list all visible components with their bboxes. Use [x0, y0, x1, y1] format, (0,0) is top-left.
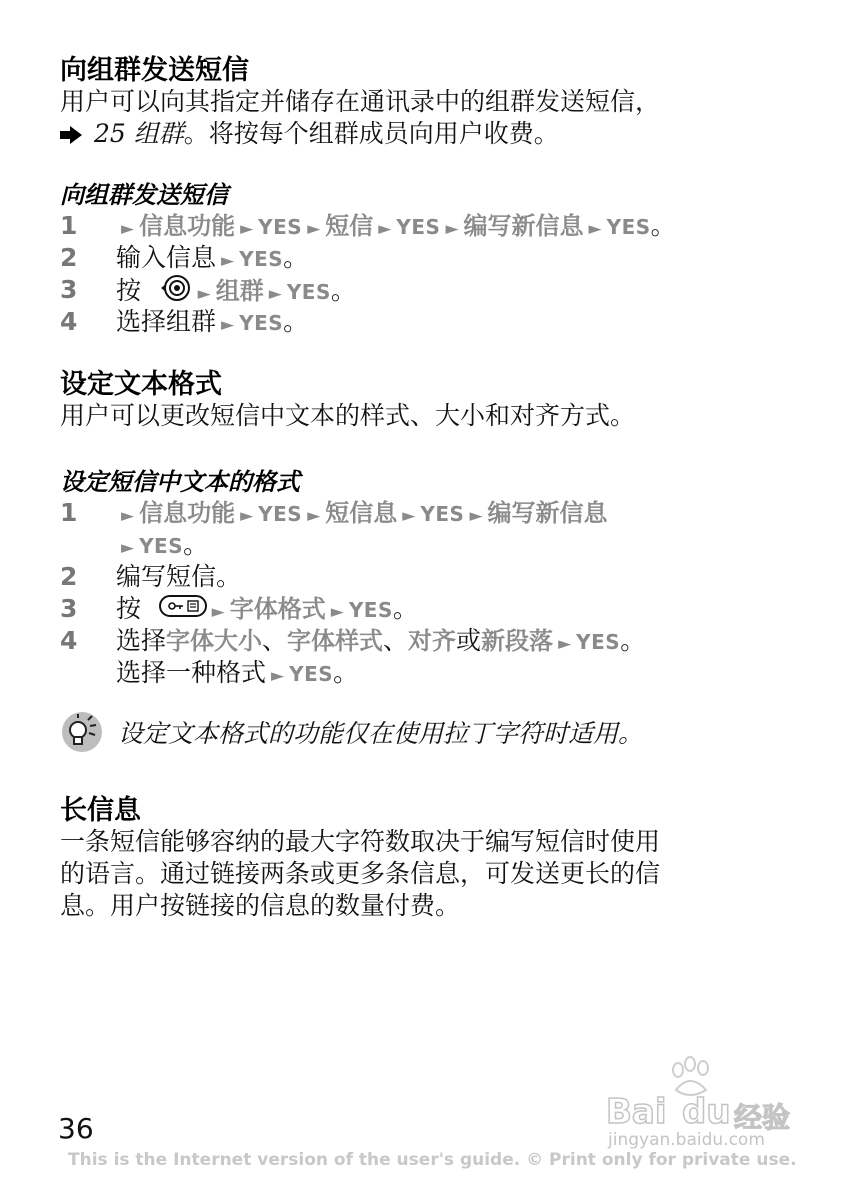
menu-path-item: 字体格式: [229, 595, 326, 623]
step-number: 3: [60, 275, 78, 304]
option-name: 对齐: [408, 627, 457, 655]
nav-arrow-icon: ►: [121, 219, 135, 239]
yes-key-label: YES: [420, 502, 465, 526]
nav-arrow-icon: ►: [445, 219, 459, 239]
menu-path-item: 编写新信息: [487, 499, 608, 527]
section-title: 设定文本格式: [60, 369, 222, 400]
yes-key-label: YES: [258, 502, 303, 526]
yes-key-label: YES: [289, 662, 334, 686]
step-item: [60, 274, 356, 306]
paragraph-line: 的语言。通过链接两条或更多条信息，可发送更长的信: [60, 859, 661, 888]
menu-path-item: 短信息: [325, 499, 398, 527]
nav-arrow-icon: ►: [307, 506, 321, 526]
nav-arrow-icon: ►: [378, 219, 392, 239]
nav-arrow-icon: ►: [240, 506, 254, 526]
nav-arrow-icon: ►: [588, 219, 602, 239]
nav-arrow-icon: ►: [469, 506, 483, 526]
yes-key-label: YES: [606, 215, 651, 239]
step-end: 。: [333, 658, 359, 687]
step-item: [60, 625, 646, 657]
step-number: 4: [60, 626, 78, 655]
menu-path-item: 短信: [325, 212, 374, 240]
step-number: 1: [60, 498, 78, 527]
section-title: 向组群发送短信: [60, 55, 249, 86]
option-name: 字体大小: [166, 627, 263, 655]
section-paragraph: 用户可以更改短信中文本的样式、大小和对齐方式。: [60, 401, 636, 430]
paragraph-line: 。将按每个组群成员向用户收费。: [183, 119, 559, 148]
cross-ref-page[interactable]: 25: [94, 119, 126, 148]
step-text: 选择一种格式: [116, 658, 267, 687]
nav-arrow-icon: ►: [330, 602, 344, 622]
section-long-messages: [60, 796, 790, 922]
nav-arrow-icon: ►: [271, 666, 285, 686]
options-key-icon: [159, 594, 207, 626]
cross-ref-title[interactable]: 组群: [133, 119, 184, 148]
watermark-brand-du: du: [682, 1092, 731, 1132]
steps-group-sms: [60, 180, 676, 338]
separator: 或: [456, 626, 482, 655]
yes-key-label: YES: [286, 280, 331, 304]
separator: 、: [383, 626, 409, 655]
nav-arrow-icon: ►: [121, 538, 135, 558]
cross-ref-arrow-icon: [60, 120, 82, 152]
nav-arrow-icon: ►: [211, 602, 225, 622]
section-text-format: [60, 370, 790, 432]
baidu-watermark: [578, 1056, 808, 1152]
step-item: [60, 497, 608, 529]
watermark-url: jingyan.baidu.com: [608, 1130, 765, 1150]
step-text: 选择: [116, 626, 167, 655]
step-end: 。: [330, 276, 356, 305]
yes-key-label: YES: [258, 215, 303, 239]
watermark-cn: 经验: [734, 1101, 791, 1134]
menu-path-item: 组群: [215, 277, 264, 305]
step-item: [60, 561, 300, 593]
separator: 、: [262, 626, 288, 655]
section-title: 长信息: [60, 795, 141, 826]
menu-path-item: 信息功能: [139, 212, 236, 240]
paragraph-line: 用户可以向其指定并储存在通讯录中的组群发送短信，: [60, 87, 661, 116]
footer-notice: This is the Internet version of the user's guide. © Print only for private use.: [68, 1150, 797, 1170]
step-end: 。: [392, 594, 418, 623]
steps-title: 向组群发送短信: [60, 181, 228, 209]
step-number: 2: [60, 243, 78, 272]
steps-text-format: [60, 467, 646, 689]
yes-key-label: YES: [239, 311, 284, 335]
step-number: 1: [60, 211, 78, 240]
section-paragraph: [60, 826, 790, 922]
step-continuation: [60, 657, 359, 689]
step-end: 。: [650, 211, 676, 240]
step-number: 3: [60, 594, 78, 623]
watermark-brand: Bai: [606, 1092, 667, 1132]
nav-arrow-icon: ►: [240, 219, 254, 239]
step-continuation: [60, 529, 300, 561]
yes-key-label: YES: [348, 598, 393, 622]
page-number: 36: [58, 1112, 94, 1145]
tip-text: 设定文本格式的功能仅在使用拉丁字符时适用。: [118, 719, 644, 748]
nav-arrow-icon: ►: [558, 634, 572, 654]
step-number: 4: [60, 307, 78, 336]
nav-arrow-icon: ►: [121, 506, 135, 526]
step-end: 。: [283, 307, 309, 336]
section-group-sms: [60, 56, 790, 152]
step-text: 输入信息: [116, 243, 217, 272]
option-name: 新段落: [481, 627, 554, 655]
section-paragraph: [60, 86, 790, 152]
step-end: 。: [283, 243, 309, 272]
paragraph-line: 一条短信能够容纳的最大字符数取决于编写短信时使用: [60, 827, 661, 856]
step-number: 2: [60, 562, 78, 591]
step-end: 。: [183, 530, 209, 559]
step-item: [60, 210, 676, 242]
nav-arrow-icon: ►: [221, 315, 235, 335]
step-text: 编写短信。: [116, 562, 242, 591]
yes-key-label: YES: [396, 215, 441, 239]
nav-arrow-icon: ►: [307, 219, 321, 239]
menu-path-item: 信息功能: [139, 499, 236, 527]
step-item: [60, 593, 418, 625]
step-text: 按: [116, 276, 142, 305]
step-text: 按: [116, 594, 142, 623]
paragraph-line: 息。用户按链接的信息的数量付费。: [60, 891, 461, 920]
nav-arrow-icon: ►: [268, 284, 282, 304]
nav-arrow-icon: ►: [402, 506, 416, 526]
yes-key-label: YES: [576, 630, 621, 654]
menu-path-item: 编写新信息: [463, 212, 584, 240]
nav-arrow-icon: ►: [221, 251, 235, 271]
option-name: 字体样式: [287, 627, 384, 655]
tip-bulb-icon: [60, 710, 104, 758]
step-end: 。: [620, 626, 646, 655]
yes-key-label: YES: [239, 247, 284, 271]
steps-title: 设定短信中文本的格式: [60, 468, 300, 496]
step-text: 选择组群: [116, 307, 217, 336]
navigation-key-icon: [159, 274, 193, 310]
nav-arrow-icon: ►: [197, 284, 211, 304]
step-item: [60, 306, 309, 338]
yes-key-label: YES: [139, 534, 184, 558]
step-item: [60, 242, 309, 274]
